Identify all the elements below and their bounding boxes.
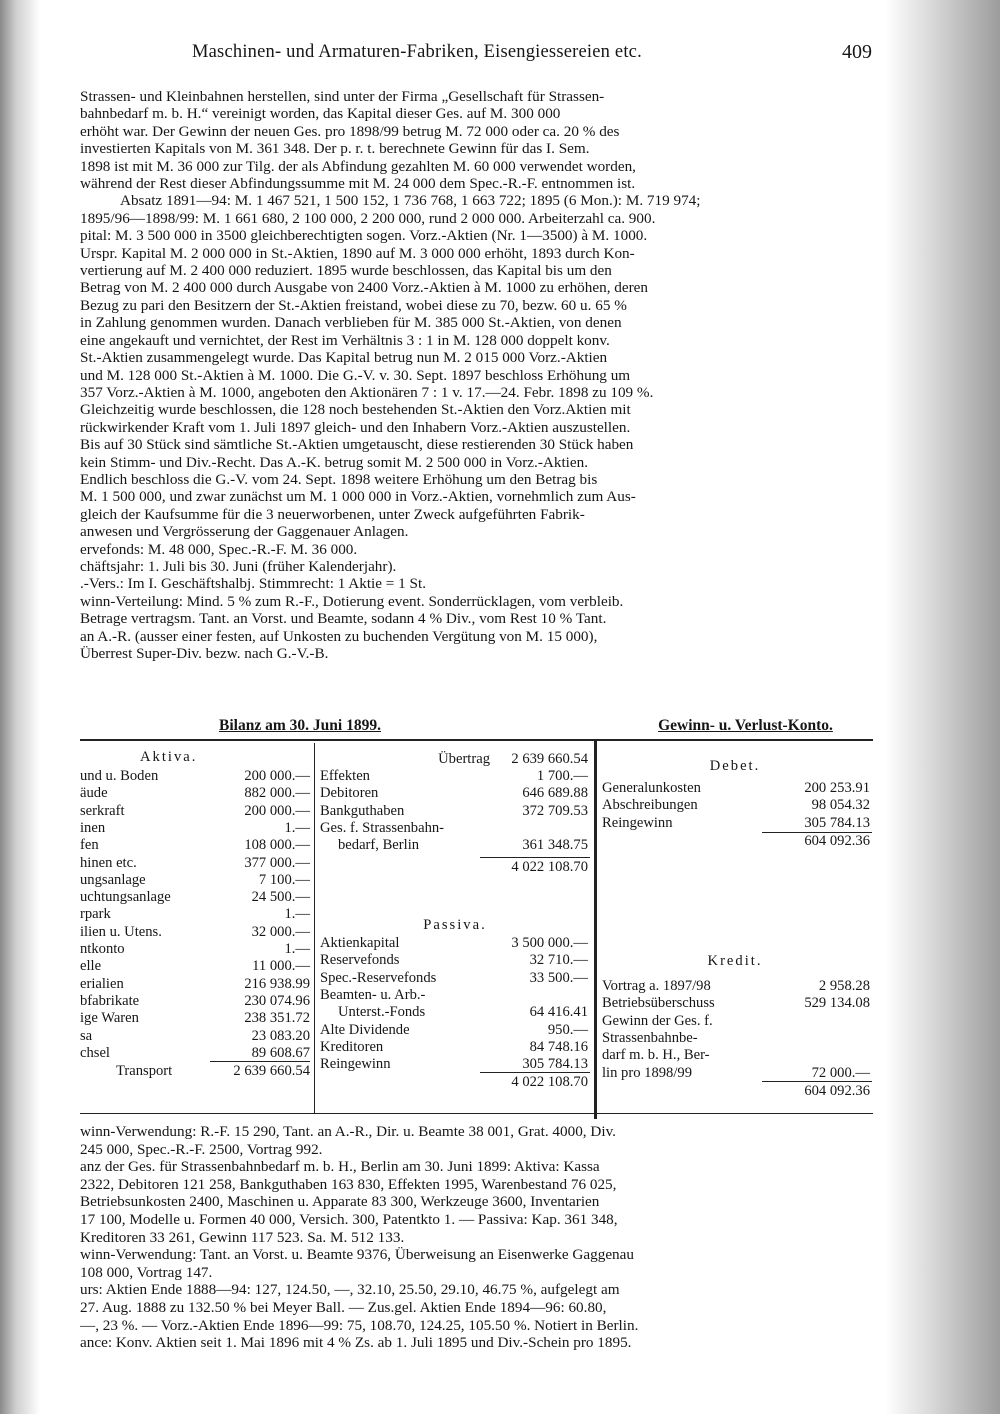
aktiva-total: 4 022 108.70 <box>511 858 588 875</box>
aktiva-label: ige Waren <box>80 1010 139 1027</box>
aktiva-cont-value: 361 348.75 <box>522 837 588 854</box>
footer-line: Kreditoren 33 261, Gewinn 117 523. Sa. M. 512 133. <box>80 1228 405 1246</box>
kredit-heading: Kredit. <box>707 953 763 969</box>
footer-line: 17 100, Modelle u. Formen 40 000, Versich. 300, Patentkto 1. — Passiva: Kap. 361 348, <box>80 1210 618 1228</box>
aktiva-heading: Aktiva. <box>140 749 198 765</box>
footer-line: ance: Konv. Aktien seit 1. Mai 1896 mit 4 % Zs. ab 1. Juli 1895 und Div.-Schein pro 1895. <box>80 1334 632 1352</box>
kredit-total: 604 092.36 <box>804 1082 870 1099</box>
body-line: gleich der Kaufsumme für die 3 neuerworbenen, unter Zweck aufgeführten Fabrik- <box>80 505 585 523</box>
footer-line: anz der Ges. für Strassenbahnbedarf m. b. H., Berlin am 30. Juni 1899: Aktiva: Kassa <box>80 1158 600 1176</box>
body-line: vertierung auf M. 2 400 000 reduziert. 1895 wurde beschlossen, das Kapital bis um den <box>80 262 612 280</box>
footer-line: —, 23 %. — Vorz.-Aktien Ende 1896—99: 75, 108.70, 124.25, 105.50 %. Notiert in Berlin. <box>80 1316 639 1334</box>
body-line: an A.-R. (ausser einer festen, auf Unkosten zu buchenden Vergütung von M. 15 000), <box>80 627 598 645</box>
debet-value: 200 253.91 <box>804 780 870 796</box>
aktiva-label: elle <box>80 958 102 975</box>
passiva-label: Beamten- u. Arb.- <box>320 986 426 1003</box>
footer-line: winn-Verwendung: Tant. an Vorst. u. Beamte 9376, Überweisung an Eisenwerke Gaggenau <box>80 1246 634 1264</box>
aktiva-label: inen <box>80 819 106 836</box>
body-line: rückwirkender Kraft vom 1. Juli 1897 gleich- und den Inhabern Vorz.-Aktien auszustellen. <box>80 418 631 436</box>
passiva-label: Alte Dividende <box>320 1021 410 1038</box>
uebertrag-label: Übertrag <box>438 751 490 767</box>
passiva-value: 84 748.16 <box>529 1038 588 1055</box>
body-line: pital: M. 3 500 000 in 3500 gleichberechtigten sogen. Vorz.-Aktien (Nr. 1—3500) à M. 1000. <box>80 227 648 245</box>
passiva-label: Reservefonds <box>320 952 400 969</box>
aktiva-value: 108 000.— <box>244 837 310 854</box>
kredit-value: 2 958.28 <box>818 978 870 994</box>
running-header <box>192 42 872 70</box>
debet-value: 98 054.32 <box>811 797 870 814</box>
passiva-value: 32 710.— <box>529 952 588 969</box>
aktiva-label: ungsanlage <box>80 871 146 888</box>
aktiva-label: erialien <box>80 975 124 992</box>
debet-label: Abschreibungen <box>602 797 698 814</box>
table-top-rule <box>80 739 873 741</box>
aktiva-total-rule <box>480 857 590 858</box>
aktiva-label: sa <box>80 1027 93 1044</box>
aktiva-cont-label: Bankguthaben <box>320 802 405 819</box>
body-line: erhöht war. Der Gewinn der neuen Ges. pro 1898/99 betrug M. 72 000 oder ca. 20 % des <box>80 122 620 140</box>
aktiva-value: 32 000.— <box>251 923 310 940</box>
kredit-value: 529 134.08 <box>804 995 870 1012</box>
footer-line: 245 000, Spec.-R.-F. 2500, Vortrag 992. <box>80 1140 323 1158</box>
body-line: Strassen- und Kleinbahnen herstellen, sind unter der Firma „Gesellschaft für Strassen- <box>80 88 605 105</box>
passiva-value: 305 784.13 <box>522 1056 588 1073</box>
passiva-total-rule <box>480 1072 590 1073</box>
aktiva-value: 882 000.— <box>244 785 310 802</box>
aktiva-label: uchtungsanlage <box>80 889 171 906</box>
aktiva-value: 200 000.— <box>244 768 310 784</box>
uebertrag-value: 2 639 660.54 <box>511 751 588 767</box>
aktiva-value: 1.— <box>284 941 310 957</box>
passiva-label: Unterst.-Fonds <box>338 1004 426 1021</box>
kredit-total-rule <box>762 1081 872 1082</box>
body-line: 1895/96—1898/99: M. 1 661 680, 2 100 000, 2 200 000, rund 2 000 000. Arbeiterzahl ca. 900. <box>80 209 656 227</box>
balance-tables <box>80 717 873 1117</box>
kredit-label: Strassenbahnbe- <box>602 1029 698 1046</box>
footer-line: Betriebsunkosten 2400, Maschinen u. Apparate 83 300, Werkzeuge 3600, Inventarien <box>80 1193 600 1211</box>
aktiva-cont-label: Ges. f. Strassenbahn- <box>320 819 445 836</box>
aktiva-cont-label: Effekten <box>320 768 370 784</box>
aktiva-label: und u. Boden <box>80 768 159 784</box>
footer-line: winn-Verwendung: R.-F. 15 290, Tant. an A.-R., Dir. u. Beamte 38 001, Grat. 4000, Div. <box>80 1123 616 1140</box>
aktiva-cont-value: 1 700.— <box>536 768 588 784</box>
aktiva-label: fen <box>80 837 99 854</box>
body-line: in Zahlung genommen wurden. Danach verblieben für M. 385 000 St.-Aktien, von denen <box>80 314 622 332</box>
debet-label: Reingewinn <box>602 814 673 831</box>
body-line: Absatz 1891—94: M. 1 467 521, 1 500 152, 1 736 768, 1 663 722; 1895 (6 Mon.): M. 719 974; <box>120 192 701 210</box>
body-line: .-Vers.: Im I. Geschäftshalbj. Stimmrecht: 1 Aktie = 1 St. <box>80 575 427 593</box>
body-line: kein Stimm- und Div.-Recht. Das A.-K. betrug somit M. 2 500 000 in Vorz.-Aktien. <box>80 453 589 471</box>
aktiva-label: ilien u. Utens. <box>80 923 162 940</box>
scan-right-edge <box>885 0 1000 1414</box>
aktiva-value: 238 351.72 <box>244 1010 310 1027</box>
body-line: Überrest Super-Div. bezw. nach G.-V.-B. <box>80 645 329 662</box>
body-line: chäftsjahr: 1. Juli bis 30. Juni (früher Kalenderjahr). <box>80 557 397 575</box>
kredit-value: 72 000.— <box>811 1064 870 1081</box>
body-line: investierten Kapitals von M. 361 348. Der p. r. t. berechnete Gewinn für das I. Sem. <box>80 140 590 158</box>
aktiva-label: serkraft <box>80 802 125 819</box>
aktiva-sum-rule <box>210 1061 310 1062</box>
aktiva-value: 89 608.67 <box>251 1044 310 1061</box>
aktiva-value: 1.— <box>284 906 310 923</box>
scan-left-edge <box>0 0 40 1414</box>
debet-heading: Debet. <box>709 758 761 774</box>
aktiva-label: hinen etc. <box>80 854 137 871</box>
transport-label: Transport <box>116 1063 173 1080</box>
body-line: Betrag von M. 2 400 000 durch Ausgabe von 2400 Vorz.-Aktien à M. 1000 zu erhöhen, deren <box>80 279 649 297</box>
passiva-label: Aktienkapital <box>320 935 400 951</box>
running-title: Maschinen- und Armaturen-Fabriken, Eisengiessereien etc. <box>192 42 642 62</box>
debet-value: 305 784.13 <box>804 814 870 831</box>
body-line: Bezug zu pari den Besitzern der St.-Aktien freistand, wobei diese zu 70, bezw. 60 u. 65 % <box>80 296 627 314</box>
aktiva-cont-value: 646 689.88 <box>522 785 588 802</box>
passiva-heading: Passiva. <box>423 917 487 933</box>
passiva-label: Spec.-Reservefonds <box>320 969 437 986</box>
passiva-value: 64 416.41 <box>529 1004 588 1021</box>
debet-total: 604 092.36 <box>804 832 870 849</box>
guv-title: Gewinn- u. Verlust-Konto. <box>658 717 833 734</box>
passiva-value: 33 500.— <box>529 969 588 986</box>
aktiva-value: 230 074.96 <box>244 992 310 1009</box>
kredit-label: Gewinn der Ges. f. <box>602 1012 713 1029</box>
body-line: während der Rest dieser Abfindungssumme mit M. 24 000 dem Spec.-R.-F. entnommen ist. <box>80 175 636 193</box>
aktiva-value: 24 500.— <box>251 889 310 906</box>
footer-line: 27. Aug. 1888 zu 132.50 % bei Meyer Ball. — Zus.gel. Aktien Ende 1894—96: 60.80, <box>80 1298 607 1316</box>
table-bottom-rule <box>80 1113 873 1114</box>
aktiva-value: 216 938.99 <box>244 975 310 992</box>
body-line: eine angekauft und vernichtet, der Rest im Verhältnis 3 : 1 in M. 128 000 doppelt konv. <box>80 331 610 349</box>
footer-line: urs: Aktien Ende 1888—94: 127, 124.50, —, 32.10, 25.50, 29.10, 46.75 %, aufgelegt am <box>80 1281 620 1299</box>
aktiva-label: chsel <box>80 1044 110 1061</box>
body-line: Endlich beschloss die G.-V. vom 24. Sept. 1898 weitere Erhöhung um den Betrag bis <box>80 470 598 488</box>
footer-line: 2322, Debitoren 121 258, Bankguthaben 163 830, Effekten 1995, Warenbestand 76 025, <box>80 1175 617 1193</box>
aktiva-label: ntkonto <box>80 941 125 957</box>
body-line: ervefonds: M. 48 000, Spec.-R.-F. M. 36 000. <box>80 540 358 558</box>
aktiva-value: 11 000.— <box>252 958 310 975</box>
kredit-label: darf m. b. H., Ber- <box>602 1047 710 1064</box>
body-line: 357 Vorz.-Aktien à M. 1000, angeboten den Aktionären 7 : 1 v. 17.—24. Febr. 1898 zu 109 %. <box>80 383 654 401</box>
aktiva-value: 23 083.20 <box>251 1027 310 1044</box>
footer-text <box>80 1123 873 1352</box>
passiva-total: 4 022 108.70 <box>511 1074 588 1091</box>
passiva-label: Reingewinn <box>320 1056 391 1073</box>
aktiva-value: 1.— <box>284 819 310 836</box>
aktiva-value: 7 100.— <box>258 871 310 888</box>
body-line: winn-Verteilung: Mind. 5 % zum R.-F., Dotierung event. Sonderrücklagen, vom verbleib. <box>80 592 624 610</box>
aktiva-label: äude <box>80 785 108 802</box>
aktiva-cont-label: bedarf, Berlin <box>338 837 420 854</box>
body-line: und M. 128 000 St.-Aktien à M. 1000. Die G.-V. v. 30. Sept. 1897 beschloss Erhöhung um <box>80 366 631 384</box>
body-line: M. 1 500 000, und zwar zunächst um M. 1 000 000 in Vorz.-Aktien, vornehmlich zum Aus- <box>80 488 636 506</box>
passiva-value: 3 500 000.— <box>511 935 588 951</box>
aktiva-cont-value: 372 709.53 <box>522 802 588 819</box>
bilanz-title: Bilanz am 30. Juni 1899. <box>219 717 381 734</box>
aktiva-value: 377 000.— <box>244 854 310 871</box>
body-text <box>80 88 873 662</box>
column-divider <box>314 743 315 1113</box>
debet-label: Generalunkosten <box>602 780 701 796</box>
aktiva-cont-label: Debitoren <box>320 785 379 802</box>
body-line: bahnbedarf m. b. H.“ vereinigt worden, das Kapital dieser Ges. auf M. 300 000 <box>80 105 561 123</box>
kredit-label: lin pro 1898/99 <box>602 1064 692 1081</box>
transport-value: 2 639 660.54 <box>233 1063 310 1080</box>
passiva-label: Kreditoren <box>320 1038 384 1055</box>
body-line: 1898 ist mit M. 36 000 zur Tilg. der als Abfindung gezahlten M. 60 000 verwendet worden, <box>80 157 636 175</box>
kredit-label: Vortrag a. 1897/98 <box>602 978 711 994</box>
body-line: Betrage vertragsm. Tant. an Vorst. und Beamte, sodann 4 % Div., vom Rest 10 % Tant. <box>80 610 607 628</box>
aktiva-value: 200 000.— <box>244 802 310 819</box>
footer-line: 108 000, Vortrag 147. <box>80 1263 213 1281</box>
kredit-label: Betriebsüberschuss <box>602 995 715 1012</box>
body-line: St.-Aktien zusammengelegt wurde. Das Kapital betrug nun M. 2 015 000 Vorz.-Aktien <box>80 349 608 367</box>
body-line: anwesen und Vergrösserung der Gaggenauer Anlagen. <box>80 523 409 541</box>
aktiva-label: bfabrikate <box>80 992 140 1009</box>
passiva-value: 950.— <box>547 1021 588 1038</box>
body-line: Bis auf 30 Stück sind sämtliche St.-Aktien umgetauscht, diese restierenden 30 Stück haben <box>80 436 634 454</box>
aktiva-label: rpark <box>80 906 111 923</box>
body-line: Gleichzeitig wurde beschlossen, die 128 noch bestehenden St.-Aktien den Vorz.Aktien mit <box>80 401 631 419</box>
column-divider-double <box>594 741 597 1119</box>
page-number: 409 <box>842 41 872 63</box>
body-line: Urspr. Kapital M. 2 000 000 in St.-Aktien, 1890 auf M. 3 000 000 erhöht, 1893 durch Kon- <box>80 244 635 262</box>
